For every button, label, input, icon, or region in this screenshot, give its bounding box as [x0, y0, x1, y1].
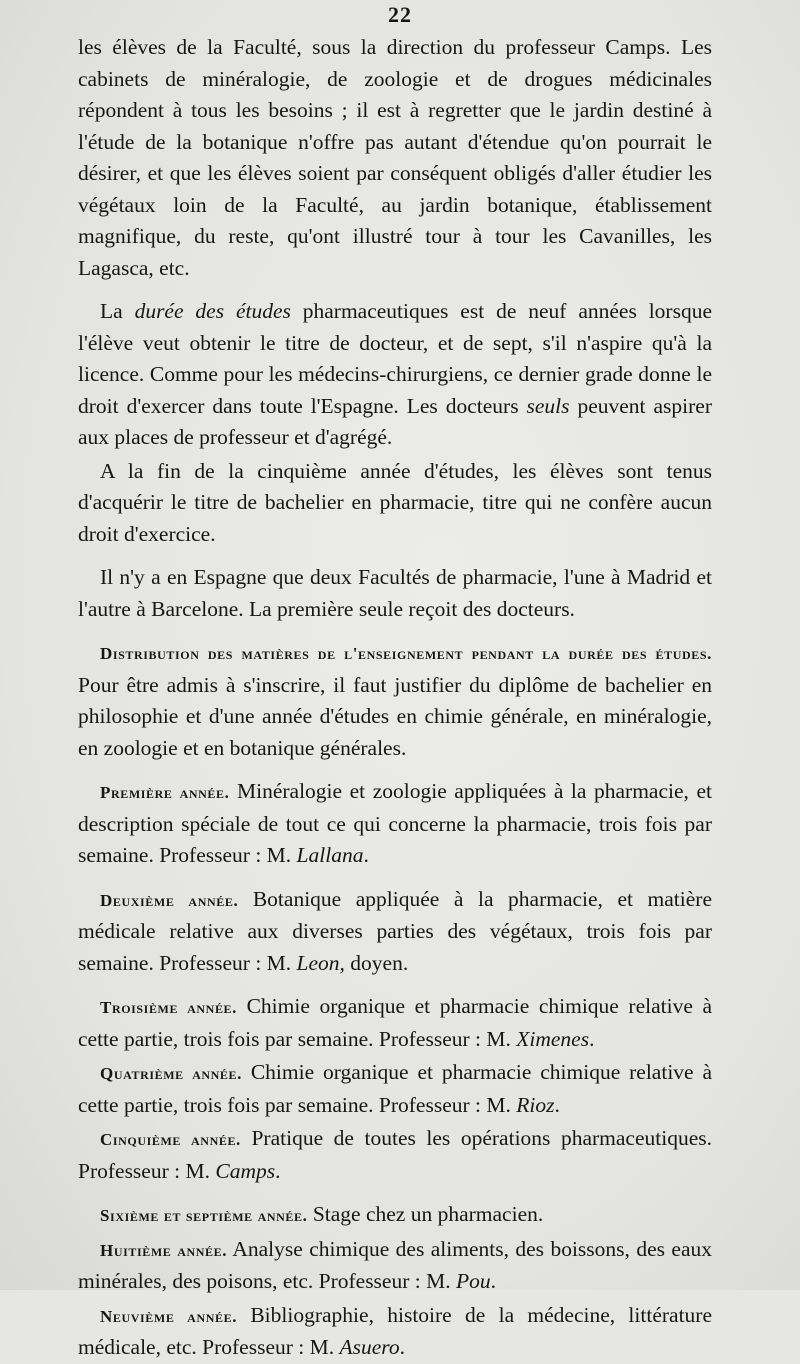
year-6-7-entry: Sixième et septième année. Stage chez un pharmacien. — [100, 1202, 544, 1226]
year-label: Sixième et septième année. — [100, 1206, 308, 1225]
professor-name: Rioz — [516, 1092, 555, 1117]
professor-name: Camps — [215, 1158, 276, 1183]
emphasis-only: seuls — [526, 393, 570, 418]
year-label: Neuvième année. — [100, 1306, 238, 1326]
paragraph-study-duration: La durée des études pharmaceutiques est de neuf années lorsque l'élève veut obtenir le titre de docteur, et de sept, s'il n'aspire qu'à la licence. Comme pour les médecins-chirurgiens, ce dernier grade donne le droit d'exercer dans toute l'Espagne. Les docteurs seuls peuvent aspirer aux places de professeur et d'agrégé. — [78, 299, 712, 449]
year-label: Cinquième année. — [100, 1130, 241, 1149]
paragraph-faculty-cabinets: les élèves de la Faculté, sous la direction du professeur Camps. Les cabinets de minéralogie, de zoologie et de drogues médicinales répondent à tous les besoins ; il est à regretter que le jardin destiné à l'étude de la botanique n'offre pas autant d'étendue qu'on pourrait le désirer, et que les élèves soient par conséquent obligés d'aller étudier les végétaux loin de la Faculté, au jardin botanique, établissement magnifique, du reste, qu'ont illustré tour à tour les Cavanilles, les Lagasca, etc. — [78, 35, 712, 280]
paragraph-distribution: Distribution des matières de l'enseignement pendant la durée des études. Pour être admis à s'inscrire, il faut justifier du diplôme de bachelier en philosophie et d'une année d'études en chimie générale, en minéralogie, en zoologie et en botanique générales. — [78, 644, 712, 760]
paragraph-faculties: Il n'y a en Espagne que deux Facultés de pharmacie, l'une à Madrid et l'autre à Barcelone. La première seule reçoit des docteurs. — [78, 565, 712, 621]
year-label: Huitième année. — [100, 1240, 228, 1260]
year-2-entry: Deuxième année. Botanique appliquée à la pharmacie, et matière médicale relative aux diverses parties des végétaux, trois fois par semaine. Professeur : M. Leon, doyen. — [78, 886, 712, 975]
professor-name: Lallana — [296, 843, 364, 867]
professor-name: Ximenes — [516, 1026, 590, 1051]
year-label: Troisième année. — [100, 998, 237, 1017]
page-body — [78, 32, 712, 1364]
emphasis-study-duration: durée des études — [134, 299, 291, 323]
professor-name: Pou — [455, 1269, 491, 1293]
professor-name: Leon, — [296, 950, 345, 975]
year-label: Première année. — [100, 783, 230, 802]
year-label: Deuxième année. — [100, 890, 239, 910]
year-1-entry: Première année. Minéralogie et zoologie appliquées à la pharmacie, et description spéciale de tout ce qui concerne la pharmacie, trois fois par semaine. Professeur : M. Lallana. — [78, 779, 712, 867]
year-9-entry: Neuvième année. Bibliographie, histoire de la médecine, littérature médicale, etc. Professeur : M. Asuero. — [78, 1302, 712, 1359]
year-8-entry: Huitième année. Analyse chimique des aliments, des boissons, des eaux minérales, des poisons, etc. Professeur : M. Pou. — [78, 1236, 712, 1293]
page-number: 22 — [388, 2, 412, 27]
professor-name: Asuero — [339, 1335, 400, 1359]
year-label: Quatrième année. — [100, 1064, 242, 1083]
paragraph-bachelor: A la fin de la cinquième année d'études, les élèves sont tenus d'acquérir le titre de bachelier en pharmacie, titre qui ne confère aucun droit d'exercice. — [78, 458, 712, 546]
year-4-entry: Quatrième année. Chimie organique et pharmacie chimique relative à cette partie, trois fois par semaine. Professeur : M. Rioz. — [78, 1060, 712, 1117]
year-3-entry: Troisième année. Chimie organique et pharmacie chimique relative à cette partie, trois fois par semaine. Professeur : M. Ximenes. — [78, 994, 712, 1051]
year-5-entry: Cinquième année. Pratique de toutes les opérations pharmaceutiques. Professeur : M. Camps. — [78, 1126, 712, 1183]
distribution-heading: Distribution des matières de l'enseignement pendant la durée des études. — [100, 644, 712, 663]
